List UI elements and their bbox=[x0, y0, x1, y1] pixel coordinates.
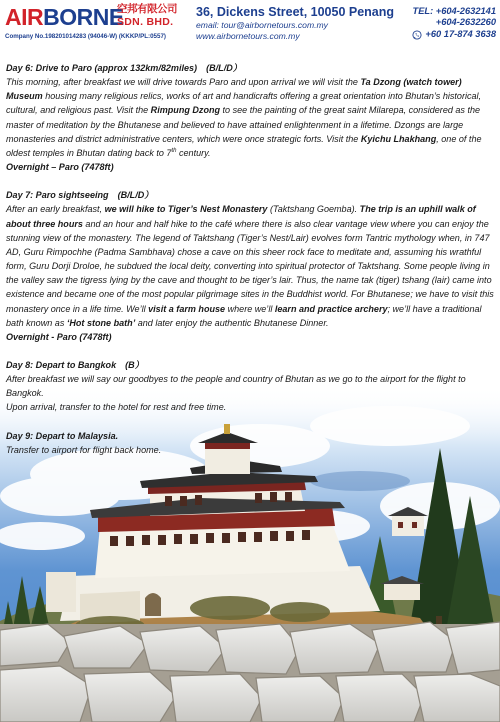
day-7-text-5: ; we’ll have a traditional bath known as bbox=[6, 303, 482, 328]
logo-chinese-text: 空邦有限公司 bbox=[117, 3, 177, 15]
telephone-1: TEL: +604-2632141 bbox=[412, 6, 496, 16]
day-6-text-5: century. bbox=[176, 147, 211, 158]
day-9-section bbox=[6, 429, 494, 457]
company-registration-number: Company No.198201014283 (94046-W) (KKKP/PL:0557) bbox=[5, 33, 166, 40]
day-6-text-1: This morning, after breakfast we will drive towards Paro and upon arrival we will visit the bbox=[6, 77, 361, 88]
day-6-description bbox=[6, 75, 494, 160]
day-7-title: Day 7: Paro sightseeing (B/L/D） bbox=[6, 190, 154, 201]
day-6-title: Day 6: Drive to Paro (approx 132km/82miles) (B/L/D） bbox=[6, 63, 242, 73]
spacer bbox=[6, 415, 494, 429]
day-7-description bbox=[6, 202, 494, 329]
day-6-text-4: , one of the oldest temples in Bhutan dating back to 7 bbox=[6, 133, 482, 158]
day-8-section bbox=[6, 358, 494, 415]
logo-borne-text: BORNE bbox=[43, 4, 124, 30]
whatsapp-number: +60 17-874 3638 bbox=[425, 28, 496, 39]
day-6-text-2: housing many religious relics, works of art and handicrafts offering a great orientation into Bhutan’s historical, cultural, and religious past. Visit the bbox=[6, 91, 482, 116]
day-7-highlight-farm-house: visit a farm house bbox=[148, 303, 226, 314]
logo-sdn-bhd-text: SDN. BHD. bbox=[117, 16, 174, 28]
day-7-text-6: and later enjoy the authentic Bhutanese Dinner. bbox=[135, 317, 329, 328]
day-6-highlight-ta-dzong: Ta Dzong (watch tower) Museum bbox=[6, 77, 462, 102]
day-6-highlight-rimpung-dzong: Rimpung Dzong bbox=[150, 105, 221, 116]
day-7-highlight-uphill-walk: The trip is an uphill walk of about three hours bbox=[6, 204, 476, 229]
day-8-text-2: Upon arrival, transfer to the hotel for rest and free time. bbox=[6, 402, 227, 413]
day-9-text-1: Transfer to airport for flight back home. bbox=[6, 444, 162, 455]
itinerary-content bbox=[6, 61, 494, 457]
day-6-section bbox=[6, 61, 494, 174]
day-7-text-2: (Taktshang Goemba). bbox=[267, 204, 360, 215]
spacer bbox=[6, 344, 494, 358]
day-8-title: Day 8: Depart to Bangkok (B） bbox=[6, 359, 144, 370]
day-7-section bbox=[6, 188, 494, 344]
day-6-text-3: to see the painting of the great saint Milarepa, considered as the master of meditation by the Bhutanese and believed to have attained enlightenment in a lifetime. Dzongs are large monasteries and district administrative centers, which were once strategic forts. Visit the bbox=[6, 105, 481, 144]
whatsapp-icon bbox=[412, 30, 422, 40]
address-block bbox=[196, 5, 396, 42]
telephone-2: +604-2632260 bbox=[435, 17, 496, 28]
day-6-overnight: Overnight – Paro (7478ft) bbox=[6, 162, 114, 173]
day-7-text-4: where we’ll bbox=[225, 303, 275, 314]
day-7-text-1: After an early breakfast, bbox=[6, 204, 105, 215]
day-7-highlight-tigers-nest: we will hike to Tiger’s Nest Monastery bbox=[104, 204, 268, 215]
logo-company-block bbox=[117, 3, 189, 28]
street-address: 36, Dickens Street, 10050 Penang bbox=[196, 5, 395, 19]
day-6-highlight-kyichu-lhakhang: Kyichu Lhakhang bbox=[360, 133, 437, 144]
contact-numbers bbox=[412, 6, 496, 40]
website-link[interactable]: www.airbornetours.com.my bbox=[196, 31, 300, 41]
day-6-superscript: th bbox=[171, 147, 177, 154]
day-7-overnight: Overnight - Paro (7478ft) bbox=[6, 331, 112, 342]
day-7-highlight-archery: learn and practice archery bbox=[274, 303, 388, 314]
day-7-highlight-hot-stone-bath: ‘Hot stone bath’ bbox=[66, 317, 136, 328]
logo-air-text: AIR bbox=[5, 4, 44, 30]
day-8-text-1: After breakfast we will say our goodbyes to the people and country of Bhutan as we go to the airport for the flight to Bangkok. bbox=[6, 374, 466, 399]
letterhead bbox=[0, 0, 500, 46]
email-address[interactable]: email: tour@airbornetours.com.my bbox=[196, 20, 328, 30]
day-7-text-3: and an hour and half hike to the café where there is also clear vantage view where you can enjoy the stunning view of the monastery. The legend of Taktshang (Tiger’s Nest/Lair) evolves form Tantric mythology when, in 747 AD, Guru Rimpochhe (Padma Sambhava) chose a cave on this sheer rock face to meditate and, assuming his wrathful form, Guru Dorji Droloe, he subdued the local deity, converting into spiritual protector of Taktshang. Some people living in the valley saw the tigress lying by the cave and thought to be tiger’s lair. Thus, the name tak (tiger) tshang (lair) came into existence and became one of the most popular pilgrimage sites in the Buddhist world. For Bhutanese; we have to visit this monastery once in a life time. We’ll bbox=[6, 218, 494, 314]
whatsapp-row bbox=[412, 29, 496, 40]
spacer bbox=[6, 174, 494, 188]
day-9-title: Day 9: Depart to Malaysia. bbox=[6, 430, 119, 441]
airborne-logo bbox=[5, 4, 124, 32]
